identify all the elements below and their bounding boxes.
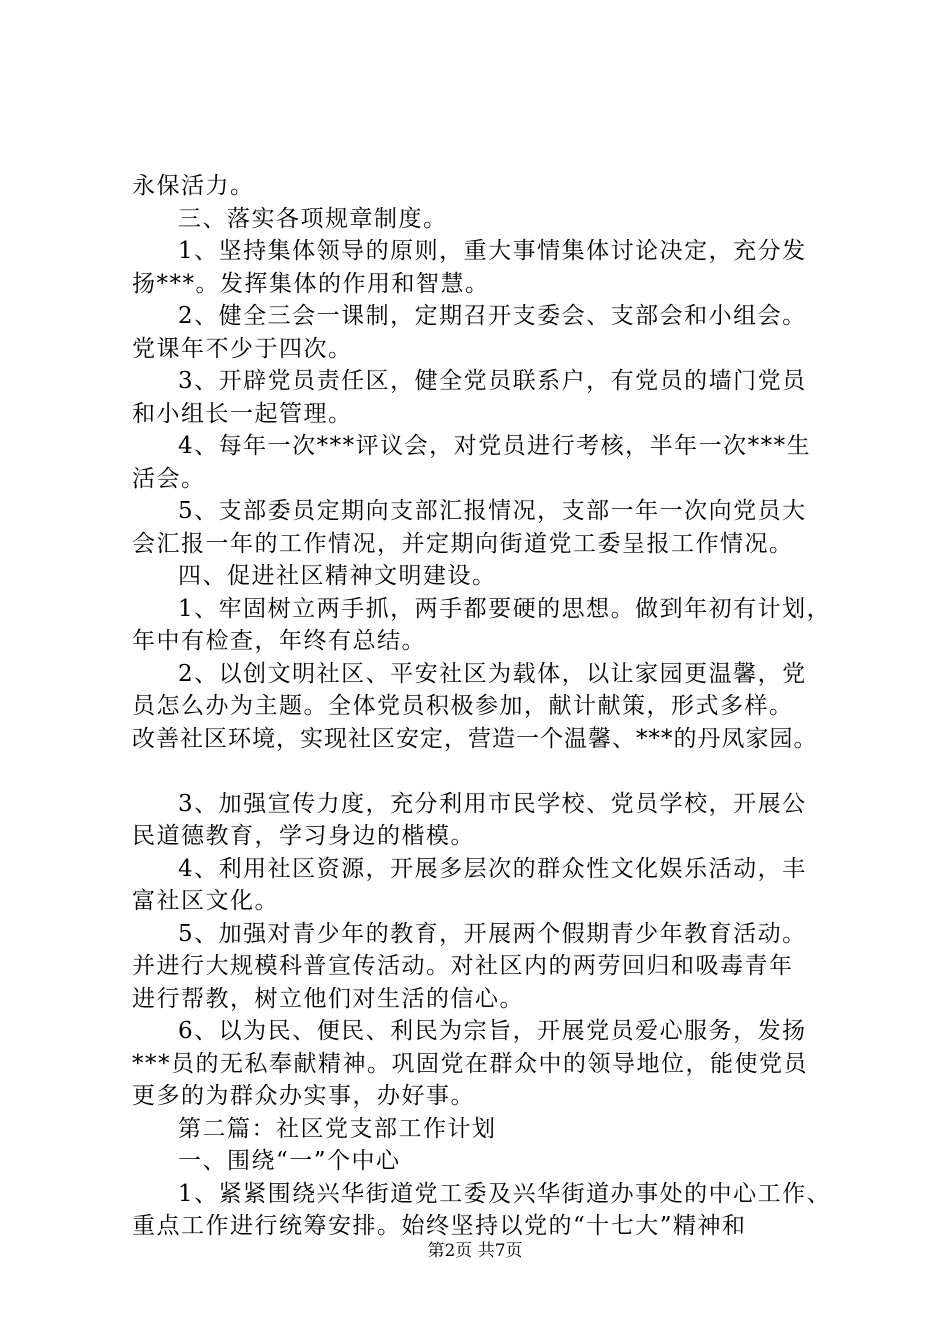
text-line: 改善社区环境，实现社区安定，营造一个温馨、***的丹凤家园。 xyxy=(132,725,818,752)
text-line: 年中有检查，年终有总结。 xyxy=(132,628,426,654)
text-line: 活会。 xyxy=(132,465,206,492)
text-line: 4、利用社区资源，开展多层次的群众性文化娱乐活动，丰 xyxy=(178,855,807,882)
document-body xyxy=(132,170,832,1243)
text-line: 并进行大规模科普宣传活动。对社区内的两劳回归和吸毒青年 xyxy=(132,953,794,979)
text-line: 富社区文化。 xyxy=(132,888,279,914)
text-line: 扬***。发挥集体的作用和智慧。 xyxy=(132,270,490,297)
text-line: 进行帮教，树立他们对生活的信心。 xyxy=(132,985,524,1012)
text-line: 2、健全三会一课制，定期召开支委会、支部会和小组会。 xyxy=(178,303,807,329)
text-line: 1、坚持集体领导的原则，重大事情集体讨论决定，充分发 xyxy=(178,238,807,264)
text-line: 1、紧紧围绕兴华街道党工委及兴华街道办事处的中心工作、 xyxy=(178,1180,832,1207)
text-line: 6、以为民、便民、利民为宗旨，开展党员爱心服务，发扬 xyxy=(178,1018,807,1044)
section-heading: 四、促进社区精神文明建设。 xyxy=(178,563,497,589)
text-line: 会汇报一年的工作情况，并定期向街道党工委呈报工作情况。 xyxy=(132,530,794,557)
text-line: 和小组长一起管理。 xyxy=(132,400,353,427)
text-line: 党课年不少于四次。 xyxy=(132,335,353,362)
section-heading: 三、落实各项规章制度。 xyxy=(178,205,448,232)
text-line: 2、以创文明社区、平安社区为载体，以让家园更温馨，党 xyxy=(178,660,807,687)
text-line: 员怎么办为主题。全体党员积极参加，献计献策，形式多样。 xyxy=(132,693,794,719)
text-line: 1、牢固树立两手抓，两手都要硬的思想。做到年初有计划， xyxy=(178,595,832,622)
chapter-title: 第二篇：社区党支部工作计划 xyxy=(178,1115,497,1142)
text-line: ***员的无私奉献精神。巩固党在群众中的领导地位，能使党员 xyxy=(132,1050,808,1077)
text-line: 永保活力。 xyxy=(132,173,255,199)
text-line: 重点工作进行统筹安排。始终坚持以党的“十七大”精神和 xyxy=(132,1213,747,1239)
text-line: 3、开辟党员责任区，健全党员联系户，有党员的墙门党员 xyxy=(178,368,807,394)
text-line: 5、支部委员定期向支部汇报情况，支部一年一次向党员大 xyxy=(178,498,807,524)
text-line: 4、每年一次***评议会，对党员进行考核，半年一次***生 xyxy=(178,433,812,459)
text-line: 更多的为群众办实事，办好事。 xyxy=(132,1083,475,1109)
text-line: 5、加强对青少年的教育，开展两个假期青少年教育活动。 xyxy=(178,920,807,947)
text-line: 民道德教育，学习身边的楷模。 xyxy=(132,823,475,849)
section-heading: 一、围绕“一”个中心 xyxy=(178,1148,401,1174)
page-number-footer: 第2页 共7页 xyxy=(427,1241,523,1261)
blank-line xyxy=(132,755,832,788)
text-line: 3、加强宣传力度，充分利用市民学校、党员学校，开展公 xyxy=(178,790,807,817)
